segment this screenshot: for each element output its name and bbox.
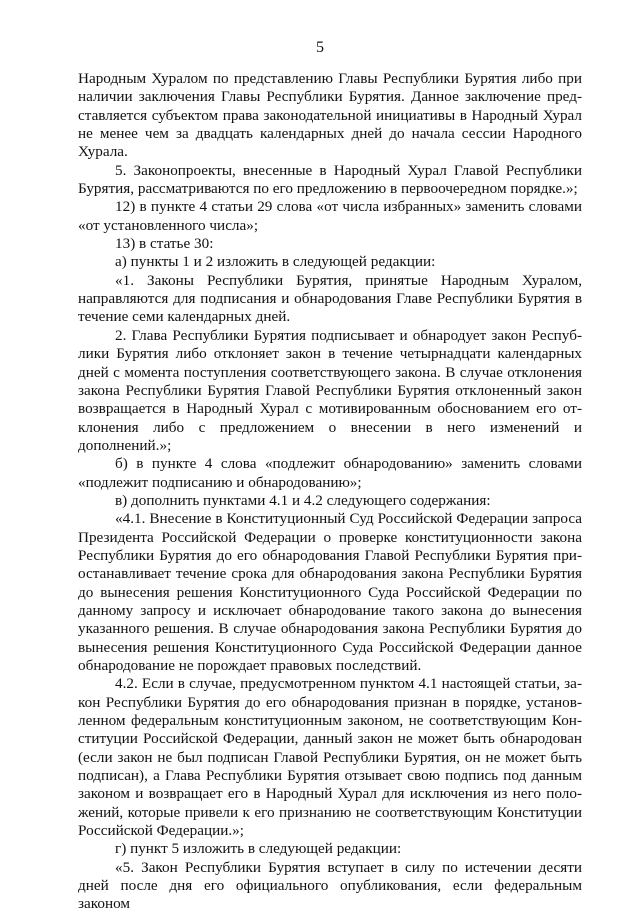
paragraph-item-12: 12) в пункте 4 статьи 29 слова «от числа избранных» заменить словами «от установленного числа»; [78,198,582,234]
paragraph-clause-1: «1. Законы Республики Бурятия, принятые Народным Хуралом, направляются для подписания и обнародования Главе Республики Бурятия в течение семи календарных дней. [78,271,582,326]
paragraph-item-13: 13) в статье 30: [115,235,214,253]
page-number: 5 [316,39,324,56]
document-body [78,70,582,914]
paragraph-item-b: б) в пункте 4 слова «подлежит обнародованию» заменить словами «подлежит подписанию и обнародованию»; [78,455,582,491]
paragraph-clause-4-1: «4.1. Внесение в Конституционный Суд Российской Федерации запроса Президента Российской Федерации о проверке конституционности закона Республики Бурятия до его обнародования Главой Республики Бурятия приостанавливает течение срока для обнародования закона Республики Бурятия до вынесения решения Конституционного Суда Российской Федерации по данному запросу и исключает обнародование такого закона до вынесения указанного решения. В случае обнародования закона Республики Бурятия до вынесения решения Конституционного Суда Российской Федерации данное обнародование не порождает правовых последствий. [78,510,582,674]
paragraph-continuation: Народным Хуралом по представлению Главы Республики Бурятия либо при наличии заключения Главы Республики Бурятия. Данное заключение представляется субъектом права законодательной инициативы в Народный Хурал не менее чем за двадцать календарных дней до начала сессии Народного Хурала. [78,70,582,161]
paragraph-item-v: в) дополнить пунктами 4.1 и 4.2 следующего содержания: [115,491,491,509]
paragraph-clause-4-2: 4.2. Если в случае, предусмотренном пунктом 4.1 настоящей статьи, закон Республики Бурятия до его обнародования признан в порядке, установленном федеральным конституционным законом, не соответствующим Конституции Российской Федерации, данный закон не может быть обнародован (если закон не был подписан Главой Республики Бурятия, он не может быть подписан), а Глава Республики Бурятия отзывает свою подпись под данным законом и возвращает его в Народный Хурал для исключения из него положений, которые привели к его признанию не соответствующим Конституции Российской Федерации.»; [78,675,582,840]
paragraph-clause-2: 2. Глава Республики Бурятия подписывает и обнародует закон Республики Бурятия либо отклоняет закон в течение четырнадцати календарных дней с момента поступления соответствующего закона. В случае отклонения закона Республики Бурятия Главой Республики Бурятия отклоненный закон возвращается в Народный Хурал с мотивированным обоснованием его отклонения либо с предложением о внесении в него изменений и дополнений.»; [78,326,582,454]
paragraph-item-5: 5. Законопроекты, внесенные в Народный Хурал Главой Республики Бурятия, рассматриваются по его предложению в первоочередном порядке.»; [78,161,582,198]
paragraph-item-a: а) пункты 1 и 2 изложить в следующей редакции: [115,253,436,271]
paragraph-item-g: г) пункт 5 изложить в следующей редакции: [115,840,402,858]
paragraph-clause-5: «5. Закон Республики Бурятия вступает в силу по истечении десяти дней после дня его официального опубликования, если федеральным законом [78,858,582,913]
